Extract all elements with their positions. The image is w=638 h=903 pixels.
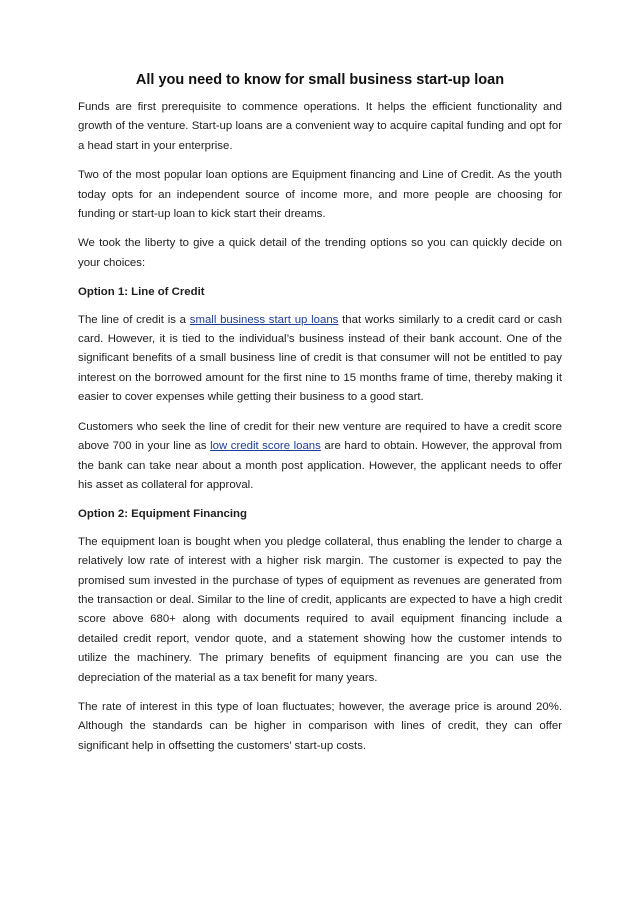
paragraph-intro: Funds are first prerequisite to commence operations. It helps the efficient functionality and growth of the venture. Start-up loans are a convenient way to acquire capital funding and opt for a head start in your enterprise.: [78, 101, 562, 152]
page-title: All you need to know for small business start-up loan: [135, 72, 505, 88]
document-body: [78, 70, 562, 766]
low-credit-score-loans-link[interactable]: low credit score loans: [210, 440, 321, 453]
paragraph-loan-options: Two of the most popular loan options are Equipment financing and Line of Credit. As the youth today opts for an independent source of income more, and more people are choosing for funding or start-up loan to kick start their dreams.: [78, 169, 562, 221]
paragraph-credit-score: [78, 418, 562, 496]
paragraph-text: Customers who seek the line of credit for their new venture are required to have a credit score above 700 in your line as: [78, 420, 562, 453]
paragraph-quick-detail: We took the liberty to give a quick detail of the trending options so you can quickly decide on your choices:: [78, 237, 562, 269]
paragraph-text: that works similarly to a credit card or cash card. However, it is tied to the individual’s business instead of their bank account. One of the significant benefits of a small business line of credit is that consumer will not be entitled to pay interest on the borrowed amount for the first nine to 15 months frame of time, thereby making it easier to cover expenses while getting their business to a good start.: [78, 313, 562, 404]
option-1-heading: Option 1: Line of Credit: [78, 286, 205, 299]
paragraph-text: The line of credit is a: [78, 313, 190, 326]
paragraph-text: are hard to obtain. However, the approval from the bank can take near about a month post application. However, the applicant needs to offer his asset as collateral for approval.: [78, 440, 562, 491]
small-business-loans-link[interactable]: small business start up loans: [189, 313, 339, 326]
paragraph-equipment-financing: The equipment loan is bought when you pledge collateral, thus enabling the lender to charge a relatively low rate of interest with a higher risk margin. The customer is expected to pay the promised sum invested in the purchase of types of equipment as revenues are generated from the transaction or deal. Similar to the line of credit, applicants are expected to have a high credit score above 680+ along with documents required to avail equipment financing include a detailed credit report, vendor quote, and a statement showing how the customer intends to utilize the machinery. The primary benefits of equipment financing are you can use the depreciation of the material as a tax benefit for many years.: [78, 535, 562, 684]
paragraph-interest-rate: The rate of interest in this type of loan fluctuates; however, the average price is around 20%. Although the standards can be higher in comparison with lines of credit, they can offer significant help in offsetting the customers’ start-up costs.: [78, 700, 562, 752]
option-2-heading: Option 2: Equipment Financing: [78, 508, 247, 521]
paragraph-line-of-credit: [78, 311, 562, 408]
